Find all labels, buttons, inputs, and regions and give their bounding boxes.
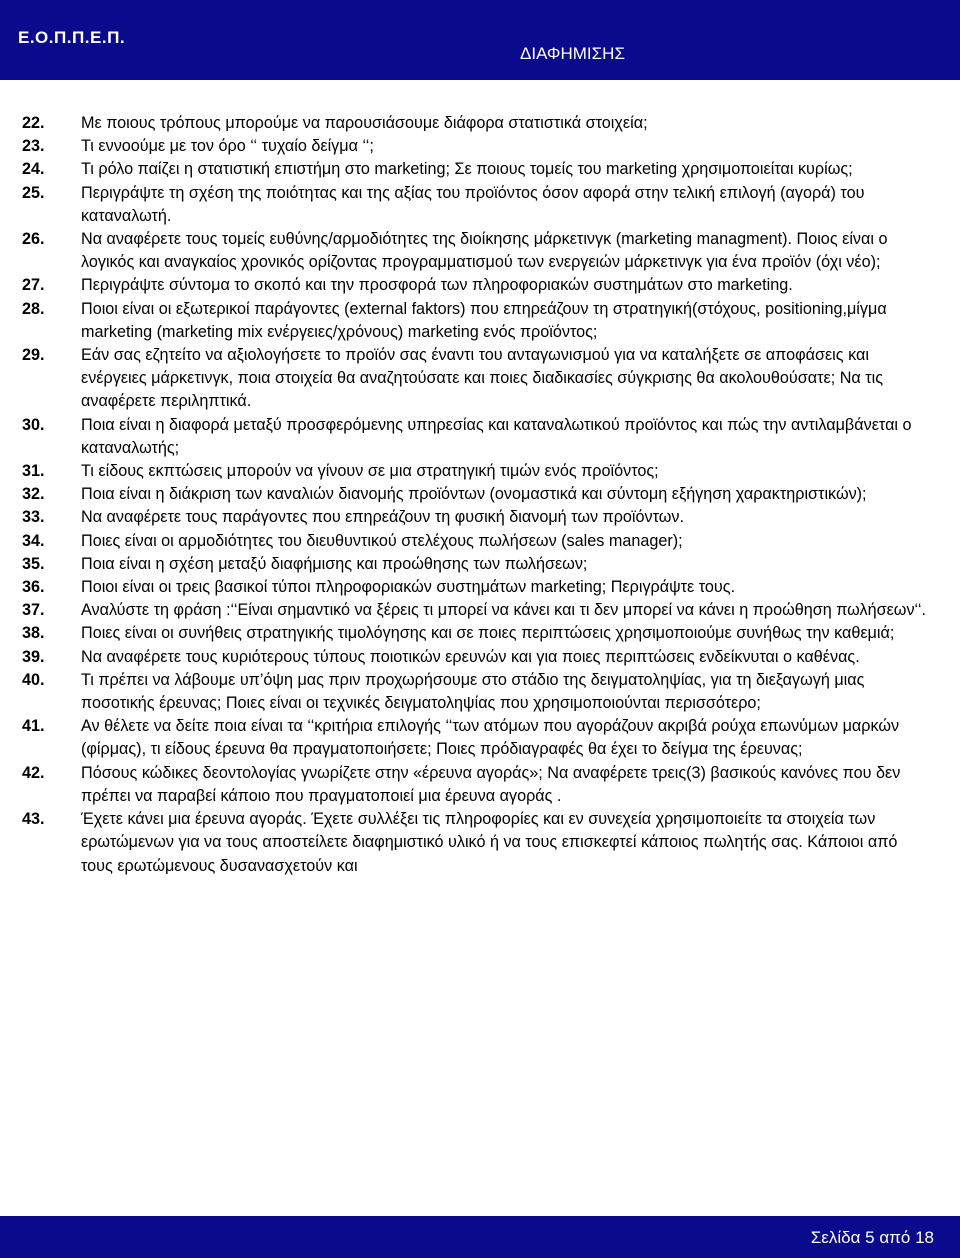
question-number: 39. [22,647,45,666]
question-item [22,460,932,483]
question-item [22,135,932,158]
page-footer [0,1216,960,1258]
question-text: Ποιες είναι οι συνήθεις στρατηγικής τιμολόγησης και σε ποιες περιπτώσεις χρησιμοποιούμε συνήθως την καθεμιά; [81,624,895,643]
question-number: 34. [22,531,45,550]
question-list [22,112,932,878]
question-text: Τι ρόλο παίζει η στατιστική επιστήμη στο marketing; Σε ποιους τομείς του marketing χρησιμοποιείται κυρίως; [81,160,853,179]
question-item [22,599,932,622]
question-number: 38. [22,624,45,643]
question-number: 42. [22,763,45,782]
question-item [22,669,932,715]
question-item [22,576,932,599]
question-number: 33. [22,508,45,527]
question-item [22,112,932,135]
question-text: Να αναφέρετε τους τομείς ευθύνης/αρμοδιότητες της διοίκησης μάρκετινγκ (marketing managment). Ποιος είναι ο λογικός και αναγκαίος χρονικός ορίζοντας προγραμματισμού των ενεργειών μάρκετινγκ για ένα προϊόν (όχι νέο); [81,230,888,272]
question-number: 35. [22,554,45,573]
question-number: 41. [22,717,45,736]
question-text: Να αναφέρετε τους παράγοντες που επηρεάζουν τη φυσική διανομή των προϊόντων. [81,508,685,527]
question-number: 37. [22,601,45,620]
question-number: 27. [22,276,45,295]
question-item [22,414,932,460]
question-text: Να αναφέρετε τους κυριότερους τύπους ποιοτικών ερευνών και για ποιες περιπτώσεις ενδείκνυται ο καθένας. [81,647,860,666]
question-item [22,530,932,553]
question-text: Τι πρέπει να λάβουμε υπ’όψη μας πριν προχωρήσουμε στο στάδιο της δειγματοληψίας, για τη διεξαγωγή μιας ποσοτικής έρευνας; Ποιες είναι οι τεχνικές δειγματοληψίας που χρησιμοποιούνται περισσότερο; [81,670,865,713]
question-item [22,182,932,228]
question-item [22,506,932,529]
question-text: Ποια είναι η διαφορά μεταξύ προσφερόμενης υπηρεσίας και καταναλωτικού προϊόντος και πώς την αντιλαμβάνεται ο καταναλωτής; [81,415,912,457]
header-organization: Ε.Ο.Π.Π.Ε.Π. [18,28,126,47]
question-item [22,622,932,645]
question-number: 40. [22,670,45,689]
question-text: Τι εννοούμε με τον όρο ‘‘ τυχαίο δείγμα ‘‘; [81,137,374,156]
question-text: Αν θέλετε να δείτε ποια είναι τα ‘‘κριτήρια επιλογής ‘‘των ατόμων που αγοράζουν ακριβά ρούχα επωνύμων μαρκών (φίρμας), τι είδους έρευνα θα πραγματοποιήσετε; Ποιες πρόδιαγραφές θα έχει το δείγμα της έρευνας; [81,717,900,759]
question-text: Πόσους κώδικες δεοντολογίας γνωρίζετε στην «έρευνα αγοράς»; Να αναφέρετε τρεις(3) βασικούς κανόνες που δεν πρέπει να παραβεί κάποιο που πραγματοποιεί μια έρευνα αγοράς . [81,763,901,805]
question-text: Αναλύστε τη φράση :‘‘Είναι σημαντικό να ξέρεις τι μπορεί να κάνει και τι δεν μπορεί να κάνει η προώθηση πωλήσεων‘‘. [81,601,926,620]
question-text: Εάν σας εζητείτο να αξιολογήσετε το προϊόν σας έναντι του ανταγωνισμού για να καταλήξετε σε αποφάσεις και ενέργειες μάρκετινγκ, ποια στοιχεία θα αναζητούσατε και ποιες διαδικασίες σύγκρισης θα ακολουθούσατε; Να τις αναφέρετε περιληπτικά. [81,346,884,411]
page-number: Σελίδα 5 από 18 [810,1228,934,1247]
question-text: Έχετε κάνει μια έρευνα αγοράς. Έχετε συλλέξει τις πληροφορίες και εν συνεχεία χρησιμοποιείτε τα στοιχεία των ερωτώμενων για να τους αποστείλετε διαφημιστικό υλικό ή να τους επισκεφτεί κάποιος πωλητής σας. Κάποιοι από τους ερωτώμενους δυσανασχετούν και [81,810,898,875]
question-text: Ποιες είναι οι αρμοδιότητες του διευθυντικού στελέχους πωλήσεων (sales manager); [81,531,683,550]
question-item [22,158,932,181]
question-item [22,274,932,297]
question-item [22,298,932,344]
question-text: Ποια είναι η σχέση μεταξύ διαφήμισης και προώθησης των πωλήσεων; [81,554,588,573]
question-number: 29. [22,346,45,365]
question-item [22,344,932,414]
question-item [22,228,932,274]
question-item [22,553,932,576]
question-text: Ποια είναι η διάκριση των καναλιών διανομής προϊόντων (ονομαστικά και σύντομη εξήγηση χαρακτηριστικών); [81,485,867,504]
question-number: 23. [22,137,45,156]
question-number: 32. [22,485,45,504]
question-number: 22. [22,114,45,132]
question-number: 24. [22,160,45,179]
question-number: 31. [22,462,45,481]
question-number: 28. [22,299,45,318]
question-number: 43. [22,810,45,829]
question-number: 36. [22,578,45,597]
question-item [22,483,932,506]
question-number: 26. [22,230,45,249]
page-header [0,0,960,80]
question-number: 30. [22,415,45,434]
question-item [22,646,932,669]
question-item [22,715,932,761]
header-title: ΔΙΑΦΗΜΙΣΗΣ [520,44,625,63]
question-text: Περιγράψτε σύντομα το σκοπό και την προσφορά των πληροφοριακών συστημάτων στο marketing. [81,276,793,295]
question-text: Με ποιους τρόπους μπορούμε να παρουσιάσουμε διάφορα στατιστικά στοιχεία; [81,114,648,132]
question-item [22,762,932,808]
question-text: Ποιοι είναι οι εξωτερικοί παράγοντες (external faktors) που επηρεάζουν τη στρατηγική(στόχους, positioning,μίγμα marketing (marketing mix ενέργειες/χρόνους) marketing ενός προϊόντος; [81,299,887,341]
question-text: Περιγράψτε τη σχέση της ποιότητας και της αξίας του προϊόντος όσον αφορά στην τελική επιλογή (αγορά) του καταναλωτή. [81,183,865,225]
question-text: Ποιοι είναι οι τρεις βασικοί τύποι πληροφοριακών συστημάτων marketing; Περιγράψτε τους. [81,578,736,597]
question-text: Τι είδους εκπτώσεις μπορούν να γίνουν σε μια στρατηγική τιμών ενός προϊόντος; [81,462,659,481]
question-item [22,808,932,878]
question-number: 25. [22,183,45,202]
